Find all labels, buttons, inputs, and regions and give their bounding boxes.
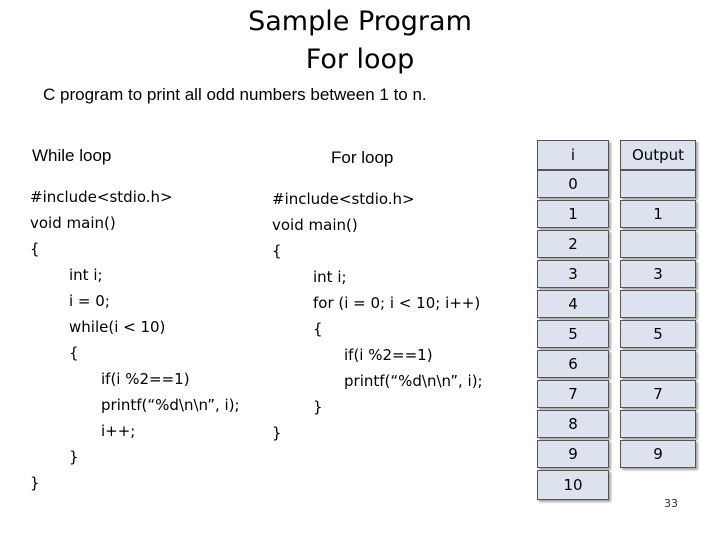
while-loop-heading: While loop [32, 146, 112, 165]
code-line: printf(“%d\n\n”, i); [344, 372, 483, 390]
output-value-cell: 3 [620, 260, 696, 288]
output-value-cell [620, 170, 696, 198]
i-value-cell: 8 [537, 410, 609, 438]
code-line: { [272, 242, 282, 260]
output-value-cell: 9 [620, 440, 696, 468]
code-line: { [69, 344, 79, 362]
i-column-header: i [537, 140, 609, 170]
code-line: i = 0; [69, 292, 110, 310]
output-value-cell [620, 230, 696, 258]
code-line: int i; [69, 266, 103, 284]
output-value-cell: 5 [620, 320, 696, 348]
output-value-cell: 1 [620, 200, 696, 228]
output-value-cell [620, 350, 696, 378]
slide-title-line1: Sample Program [248, 6, 472, 37]
code-line: #include<stdio.h> [30, 188, 173, 206]
code-line: if(i %2==1) [344, 346, 433, 364]
code-line: } [313, 398, 323, 416]
output-value-cell [620, 410, 696, 438]
code-line: int i; [313, 268, 347, 286]
i-value-cell: 9 [537, 440, 609, 468]
code-line: { [313, 320, 323, 338]
code-line: void main() [30, 214, 116, 232]
code-line: for (i = 0; i < 10; i++) [313, 294, 481, 312]
slide-subtitle: C program to print all odd numbers between 1 to n. [43, 85, 427, 104]
page-number: 33 [664, 497, 678, 510]
output-column-header: Output [620, 140, 696, 170]
i-value-cell: 7 [537, 380, 609, 408]
i-value-cell: 6 [537, 350, 609, 378]
code-line: #include<stdio.h> [272, 190, 415, 208]
i-value-cell: 0 [537, 170, 609, 198]
code-line: } [272, 424, 282, 442]
code-line: while(i < 10) [69, 318, 166, 336]
i-value-cell: 5 [537, 320, 609, 348]
i-value-cell: 10 [537, 470, 609, 500]
code-line: i++; [101, 422, 136, 440]
code-line: { [30, 240, 40, 258]
code-line: } [30, 474, 40, 492]
i-value-cell: 1 [537, 200, 609, 228]
output-value-cell: 7 [620, 380, 696, 408]
i-value-cell: 2 [537, 230, 609, 258]
output-value-cell [620, 290, 696, 318]
code-line: if(i %2==1) [101, 370, 190, 388]
code-line: } [69, 448, 79, 466]
slide-title-line2: For loop [305, 44, 415, 75]
code-line: void main() [272, 216, 358, 234]
for-loop-heading: For loop [331, 148, 394, 167]
i-value-cell: 3 [537, 260, 609, 288]
i-value-cell: 4 [537, 290, 609, 318]
code-line: printf(“%d\n\n”, i); [101, 396, 240, 414]
